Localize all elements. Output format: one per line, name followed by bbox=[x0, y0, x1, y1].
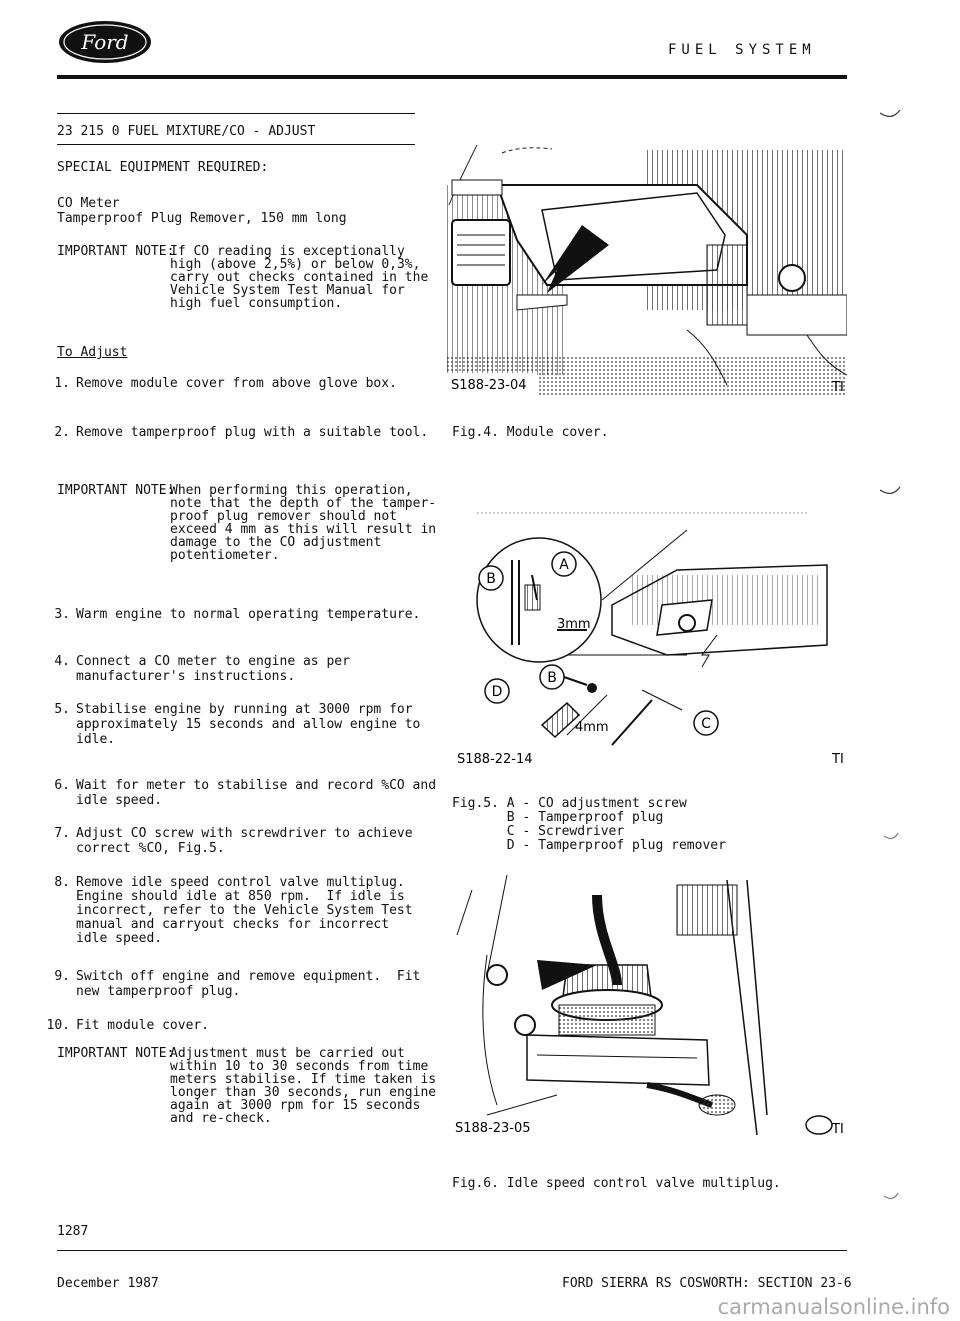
step-number: 6. bbox=[54, 778, 70, 793]
step-text: manual and carryout checks for incorrect bbox=[76, 917, 390, 932]
note-label: IMPORTANT NOTE: bbox=[57, 244, 175, 259]
step-text: Remove tamperproof plug with a suitable tool. bbox=[76, 425, 429, 440]
equipment-heading: SPECIAL EQUIPMENT REQUIRED: bbox=[57, 160, 269, 175]
title-rule-bottom bbox=[57, 144, 415, 145]
note-line: high (above 2,5%) or below 0,3%, bbox=[170, 257, 421, 272]
equipment-item: Tamperproof Plug Remover, 150 mm long bbox=[57, 211, 347, 226]
note-label: IMPORTANT NOTE: bbox=[57, 1046, 175, 1061]
header-rule bbox=[57, 75, 847, 79]
note-line: within 10 to 30 seconds from time bbox=[170, 1059, 429, 1074]
step-number: 10. bbox=[46, 1018, 70, 1033]
figure-4-code: S188-23-04 bbox=[451, 378, 527, 393]
step-number: 8. bbox=[54, 875, 70, 890]
fig5-3mm-label: 3mm bbox=[557, 617, 591, 632]
step-number: 3. bbox=[54, 607, 70, 622]
equipment-item: CO Meter bbox=[57, 196, 120, 211]
figure-5-caption-line: B - Tamperproof plug bbox=[452, 810, 664, 825]
step-text: Stabilise engine by running at 3000 rpm for bbox=[76, 702, 413, 717]
note-line: When performing this operation, bbox=[170, 483, 413, 498]
note-line: meters stabilise. If time taken is bbox=[170, 1072, 437, 1087]
figure-6-code: S188-23-05 bbox=[455, 1121, 531, 1136]
step-text: Connect a CO meter to engine as per bbox=[76, 654, 350, 669]
step-number: 5. bbox=[54, 702, 70, 717]
step-text: Warm engine to normal operating temperature. bbox=[76, 607, 421, 622]
to-adjust-heading: To Adjust bbox=[57, 345, 128, 360]
footer-date: December 1987 bbox=[57, 1276, 159, 1291]
page-header-title: FUEL SYSTEM bbox=[668, 42, 816, 58]
ford-logo bbox=[57, 18, 153, 66]
fig5-label-d: D bbox=[491, 684, 503, 700]
step-text: approximately 15 seconds and allow engine to bbox=[76, 717, 421, 732]
note-line: high fuel consumption. bbox=[170, 296, 343, 311]
figure-5-caption-line: D - Tamperproof plug remover bbox=[452, 838, 726, 853]
figure-6-caption: Fig.6. Idle speed control valve multiplug. bbox=[452, 1176, 781, 1191]
watermark-text: carmanualsonline.info bbox=[717, 1295, 950, 1319]
figure-4-caption: Fig.4. Module cover. bbox=[452, 425, 609, 440]
note-line: proof plug remover should not bbox=[170, 509, 397, 524]
page-number: 1287 bbox=[57, 1224, 89, 1239]
ford-oval-icon bbox=[806, 1116, 832, 1134]
note-line: exceed 4 mm as this will result in bbox=[170, 522, 437, 537]
note-line: damage to the CO adjustment bbox=[170, 535, 382, 550]
figure-4-ti: TI bbox=[832, 380, 844, 395]
margin-tick-marks bbox=[880, 110, 920, 1210]
figure-4-image bbox=[447, 145, 847, 395]
step-text: Remove idle speed control valve multiplug. bbox=[76, 875, 405, 890]
fig5-label-c: C bbox=[701, 716, 711, 732]
note-line: If CO reading is exceptionally bbox=[170, 244, 405, 259]
note-label: IMPORTANT NOTE: bbox=[57, 483, 175, 498]
step-text: Switch off engine and remove equipment. Fit bbox=[76, 969, 421, 984]
step-text: Engine should idle at 850 rpm. If idle is bbox=[76, 889, 405, 904]
fig5-label-b: B bbox=[486, 571, 496, 587]
note-line: note that the depth of the tamper- bbox=[170, 496, 437, 511]
step-text: idle speed. bbox=[76, 931, 163, 946]
figure-5-caption-line: Fig.5. A - CO adjustment screw bbox=[452, 796, 687, 811]
footer-rule bbox=[57, 1250, 847, 1251]
step-text: idle speed. bbox=[76, 793, 163, 808]
figure-5-image bbox=[447, 505, 847, 770]
note-line: Adjustment must be carried out bbox=[170, 1046, 405, 1061]
step-number: 9. bbox=[54, 969, 70, 984]
figure-6-image bbox=[447, 875, 847, 1145]
section-title: 23 215 0 FUEL MIXTURE/CO - ADJUST bbox=[57, 124, 316, 139]
fig5-label-a: A bbox=[559, 557, 569, 573]
step-text: Remove module cover from above glove box. bbox=[76, 376, 397, 391]
step-text: Fit module cover. bbox=[76, 1018, 210, 1033]
step-text: incorrect, refer to the Vehicle System Test bbox=[76, 903, 413, 918]
step-number: 1. bbox=[54, 376, 70, 391]
ford-logo-text: Ford bbox=[81, 30, 129, 54]
title-rule-top bbox=[57, 113, 415, 114]
figure-6-ti: TI bbox=[832, 1122, 844, 1137]
step-number: 7. bbox=[54, 826, 70, 841]
step-text: new tamperproof plug. bbox=[76, 984, 241, 999]
step-text: Wait for meter to stabilise and record %CO and bbox=[76, 778, 437, 793]
note-line: longer than 30 seconds, run engine bbox=[170, 1085, 437, 1100]
note-line: and re-check. bbox=[170, 1111, 272, 1126]
fig5-4mm-label: 4mm bbox=[575, 720, 609, 735]
figure-5-caption-line: C - Screwdriver bbox=[452, 824, 625, 839]
step-text: Adjust CO screw with screwdriver to achieve bbox=[76, 826, 413, 841]
note-line: Vehicle System Test Manual for bbox=[170, 283, 405, 298]
fig5-label-b2: B bbox=[547, 670, 557, 686]
footer-manual-title: FORD SIERRA RS COSWORTH: SECTION 23-6 bbox=[562, 1276, 852, 1291]
figure-5-ti: TI bbox=[832, 752, 844, 767]
note-line: potentiometer. bbox=[170, 548, 280, 563]
step-number: 4. bbox=[54, 654, 70, 669]
step-text: manufacturer's instructions. bbox=[76, 669, 296, 684]
note-line: again at 3000 rpm for 15 seconds bbox=[170, 1098, 421, 1113]
step-text: correct %CO, Fig.5. bbox=[76, 841, 225, 856]
step-number: 2. bbox=[54, 425, 70, 440]
note-line: carry out checks contained in the bbox=[170, 270, 429, 285]
step-text: idle. bbox=[76, 732, 116, 747]
figure-5-code: S188-22-14 bbox=[457, 752, 533, 767]
